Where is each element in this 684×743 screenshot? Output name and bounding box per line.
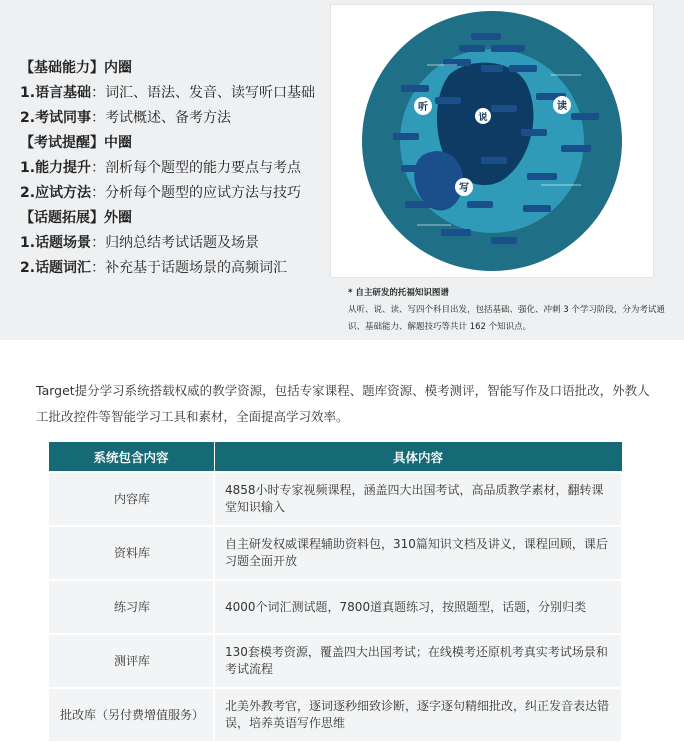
row-content: 自主研发权威课程辅助资料包，310篇知识文档及讲义，课程回顾，课后习题全面开放 xyxy=(214,526,622,580)
list-item: 2.应试方法：分析每个题型的应试方法与技巧 xyxy=(20,185,302,201)
row-content: 4000个词汇测试题，7800道真题练习，按照题型，话题，分别归类 xyxy=(214,580,622,634)
map-caption xyxy=(348,285,670,336)
group-heading-topic: 【话题拓展】外圈 xyxy=(20,210,132,226)
list-item: 1.话题场景：归纳总结考试话题及场景 xyxy=(20,235,260,251)
list-item: 1.能力提升：剖析每个题型的能力要点与考点 xyxy=(20,160,302,176)
caption-title: * 自主研发的托福知识图谱 xyxy=(348,288,449,298)
write-label: 写 xyxy=(459,183,469,194)
table-row xyxy=(48,688,622,742)
row-name: 内容库 xyxy=(48,472,214,526)
table-row xyxy=(48,580,622,634)
intro-paragraph: Target提分学习系统搭载权威的教学资源，包括专家课程、题库资源、模考测评，智能写作及口语批改，外教人工批改控件等智能学习工具和素材，全面提高学习效率。 xyxy=(36,383,650,424)
table-header-cell: 具体内容 xyxy=(214,442,622,473)
row-content: 130套模考资源，覆盖四大出国考试；在线模考还原机考真实考试场景和考试流程 xyxy=(214,634,622,688)
system-content-table xyxy=(47,441,623,743)
table-header-cell: 系统包含内容 xyxy=(48,442,214,473)
row-content: 北美外教考官，逐词逐秒细致诊断，逐字逐句精细批改，纠正发音表达错误，培养英语写作思维 xyxy=(214,688,622,742)
knowledge-map-graphic xyxy=(331,5,653,277)
circle-description-list xyxy=(20,56,330,281)
read-label: 读 xyxy=(557,101,567,112)
list-item: 1.语言基础：词汇、语法、发音、读写听口基础 xyxy=(20,85,316,101)
table-row xyxy=(48,634,622,688)
table-row xyxy=(48,472,622,526)
knowledge-map-panel xyxy=(0,0,684,340)
caption-body: 从听、说、读、写四个科目出发，包括基础、强化、冲刺 3 个学习阶段，分为考试通识、基础能力、解题技巧等共计 162 个知识点。 xyxy=(348,305,665,332)
speak-label: 说 xyxy=(478,113,488,123)
group-heading-basic: 【基础能力】内圈 xyxy=(20,60,132,76)
row-content: 4858小时专家视频课程，涵盖四大出国考试，高品质教学素材，翻转课堂知识输入 xyxy=(214,472,622,526)
group-heading-exam: 【考试提醒】中圈 xyxy=(20,135,132,151)
row-name: 测评库 xyxy=(48,634,214,688)
row-name: 批改库（另付费增值服务） xyxy=(48,688,214,742)
table-header-row xyxy=(48,442,622,473)
row-name: 资料库 xyxy=(48,526,214,580)
list-item: 2.考试同事：考试概述、备考方法 xyxy=(20,110,232,126)
list-item: 2.话题词汇：补充基于话题场景的高频词汇 xyxy=(20,260,288,276)
knowledge-map-image xyxy=(330,4,654,278)
table-row xyxy=(48,526,622,580)
row-name: 练习库 xyxy=(48,580,214,634)
listen-label: 听 xyxy=(418,102,428,113)
